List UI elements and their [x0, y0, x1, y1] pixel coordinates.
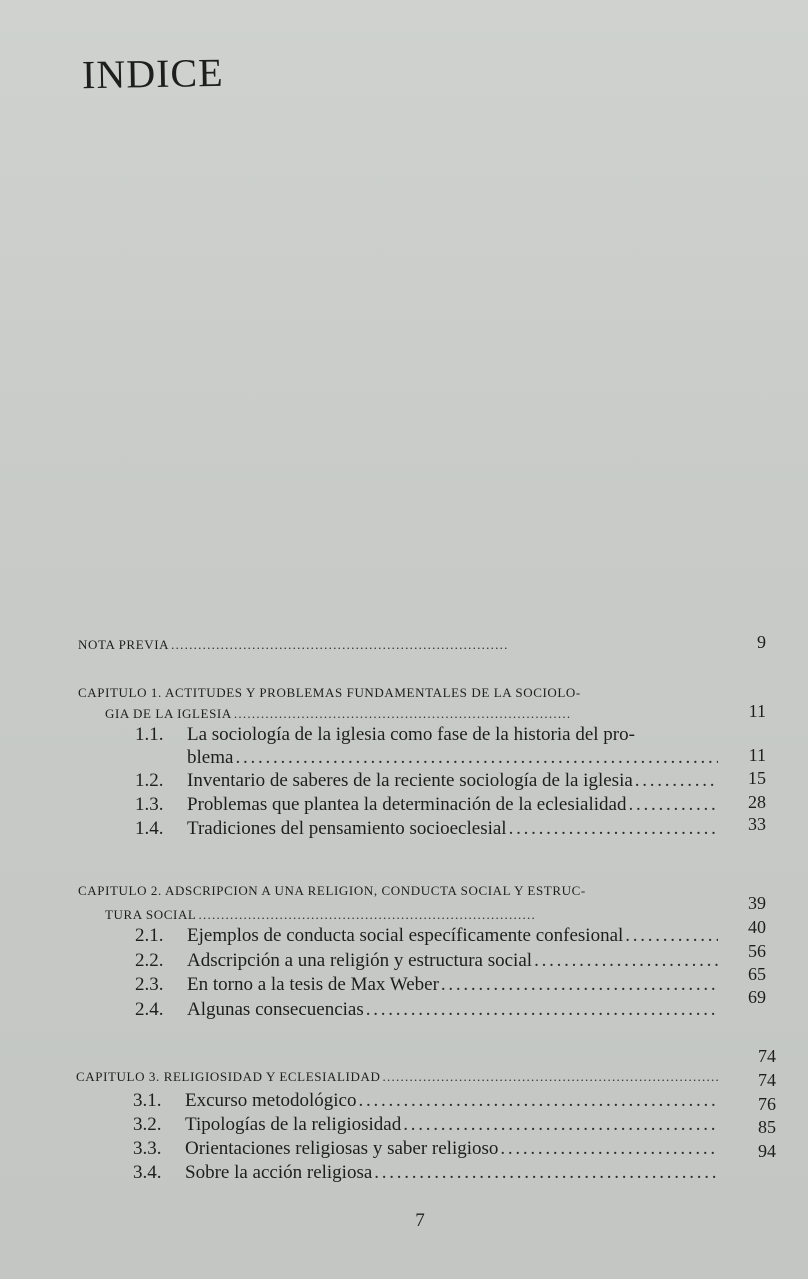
toc-section-2-2: [135, 950, 718, 972]
toc-chapter-title: CAPITULO 2. ADSCRIPCION A UNA RELIGION, CONDUCTA SOCIAL Y ESTRUC-: [78, 883, 586, 898]
toc-section-2-3: [135, 974, 718, 996]
toc-chapter-1-line1: [78, 682, 718, 704]
toc-chapter-1-line2: [105, 703, 718, 725]
toc-page-number: 65: [748, 964, 766, 984]
toc-section-1-3: [135, 794, 718, 816]
toc-page-number: 74: [758, 1046, 776, 1066]
toc-section-number: 2.3.: [135, 974, 164, 995]
toc-section-number: 3.1.: [133, 1090, 162, 1111]
toc-entry-text: NOTA PREVIA: [78, 637, 170, 652]
toc-chapter-2-line1: [78, 880, 718, 902]
toc-section-2-4: [135, 999, 718, 1021]
toc-section-1-1-line1: [135, 724, 718, 746]
toc-section-3-3: [133, 1138, 718, 1160]
toc-page-number: 15: [748, 768, 766, 788]
leader-dots: [234, 703, 718, 725]
toc-section-number: 2.1.: [135, 925, 164, 946]
toc-section-number: 3.3.: [133, 1138, 162, 1159]
toc-chapter-3: [76, 1066, 718, 1088]
toc-section-title: Sobre la acción religiosa: [185, 1162, 373, 1183]
leader-dots: [235, 747, 718, 769]
leader-dots: [628, 794, 718, 816]
toc-chapter-2-line2: [105, 904, 718, 926]
toc-section-3-2: [133, 1114, 718, 1136]
toc-chapter-title-cont: TURA SOCIAL: [105, 907, 197, 922]
toc-section-number: 3.4.: [133, 1162, 162, 1183]
toc-page-number: 33: [748, 814, 766, 834]
toc-page-number: 9: [757, 632, 766, 652]
leader-dots: [500, 1138, 718, 1160]
toc-section-title: Tradiciones del pensamiento socioeclesial: [187, 818, 507, 839]
toc-page-number: 28: [748, 792, 766, 812]
page-number-footer: 7: [415, 1210, 425, 1231]
toc-page-number: 85: [758, 1117, 776, 1137]
toc-page-number: 69: [748, 987, 766, 1007]
toc-section-3-4: [133, 1162, 718, 1184]
toc-page-number: 76: [758, 1094, 776, 1114]
toc-page-number: 94: [758, 1141, 776, 1161]
leader-dots: [625, 925, 718, 947]
leader-dots: [374, 1162, 718, 1184]
toc-page-number: 39: [748, 893, 766, 913]
leader-dots: [635, 770, 718, 792]
toc-page-number: 11: [748, 745, 766, 765]
toc-section-number: 2.2.: [135, 950, 164, 971]
leader-dots: [509, 818, 718, 840]
toc-section-2-1: [135, 925, 718, 947]
toc-section-title: Excurso metodológico: [185, 1090, 357, 1111]
toc-section-3-1: [133, 1090, 718, 1112]
leader-dots: [441, 974, 718, 996]
leader-dots: [403, 1114, 718, 1136]
toc-section-title: Ejemplos de conducta social específicamente confesional: [187, 925, 624, 946]
toc-chapter-title: CAPITULO 3. RELIGIOSIDAD Y ECLESIALIDAD: [76, 1069, 381, 1084]
toc-section-title: Inventario de saberes de la reciente sociología de la iglesia: [187, 770, 633, 791]
toc-section-1-1-line2: [187, 747, 718, 769]
toc-section-number: 1.1.: [135, 724, 164, 745]
toc-section-1-2: [135, 770, 718, 792]
toc-section-number: 1.4.: [135, 818, 164, 839]
leader-dots: [366, 999, 718, 1021]
toc-section-title: Adscripción a una religión y estructura social: [187, 950, 533, 971]
toc-chapter-title-cont: GIA DE LA IGLESIA: [105, 706, 232, 721]
toc-section-title: La sociología de la iglesia como fase de la historia del pro-: [187, 724, 635, 745]
toc-section-title: Problemas que plantea la determinación de la eclesialidad: [187, 794, 627, 815]
toc-section-1-4: [135, 818, 718, 840]
page-title: INDICE: [81, 49, 224, 98]
leader-dots: [534, 950, 718, 972]
toc-page-number: 11: [748, 701, 766, 721]
toc-page-number: 74: [758, 1070, 776, 1090]
toc-chapter-title: CAPITULO 1. ACTITUDES Y PROBLEMAS FUNDAMENTALES DE LA SOCIOLO-: [78, 685, 581, 700]
leader-dots: [382, 1066, 718, 1088]
toc-page-number: 56: [748, 941, 766, 961]
toc-section-title: En torno a la tesis de Max Weber: [187, 974, 439, 995]
toc-page-number: 40: [748, 917, 766, 937]
toc-section-number: 2.4.: [135, 999, 164, 1020]
toc-section-number: 3.2.: [133, 1114, 162, 1135]
toc-section-title-cont: blema: [187, 747, 234, 768]
toc-section-title: Algunas consecuencias: [187, 999, 364, 1020]
leader-dots: [198, 904, 718, 926]
toc-section-title: Tipologías de la religiosidad: [185, 1114, 402, 1135]
toc-section-number: 1.3.: [135, 794, 164, 815]
leader-dots: [359, 1090, 719, 1112]
toc-section-title: Orientaciones religiosas y saber religioso: [185, 1138, 499, 1159]
toc-section-number: 1.2.: [135, 770, 164, 791]
toc-entry-nota-previa: [78, 634, 718, 656]
leader-dots: [171, 634, 718, 656]
